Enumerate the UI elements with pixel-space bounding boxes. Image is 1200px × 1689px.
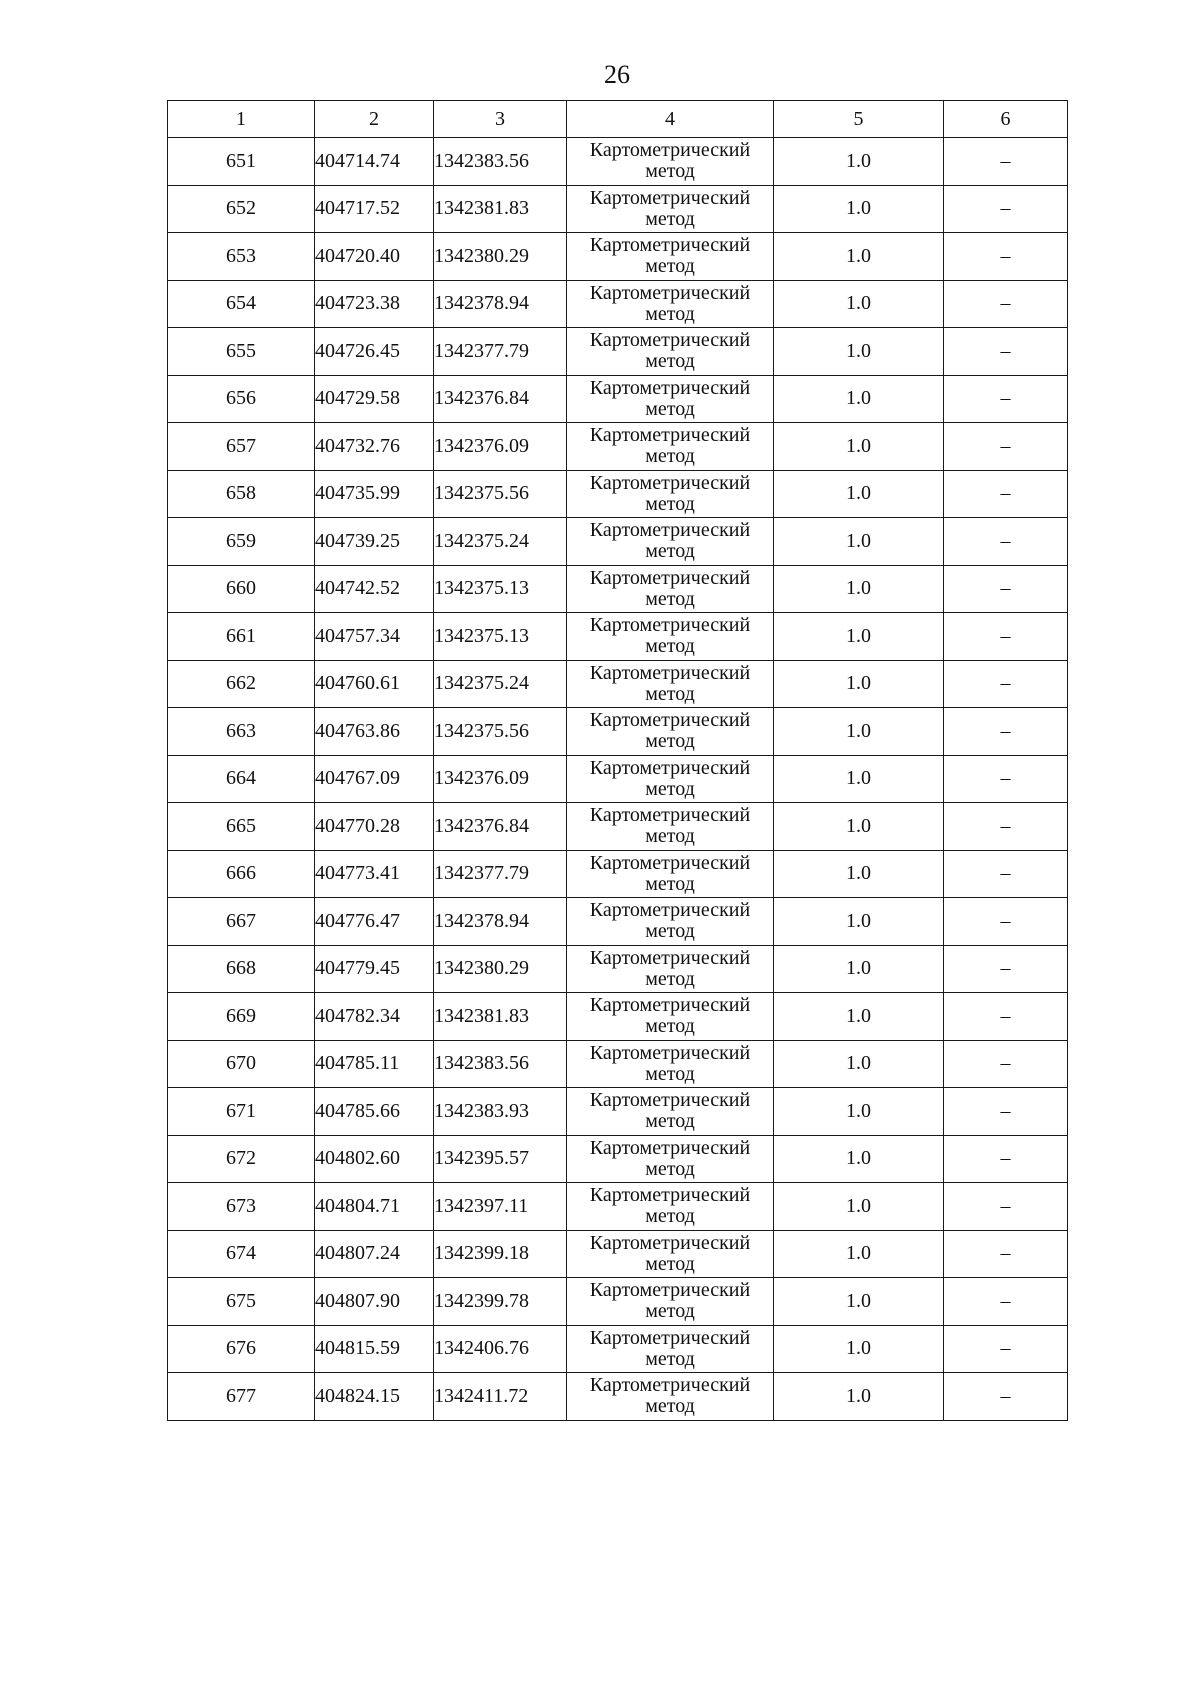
note-cell: – bbox=[944, 755, 1068, 803]
table-row bbox=[168, 660, 1068, 708]
accuracy-cell: 1.0 bbox=[774, 1040, 944, 1088]
table-row bbox=[168, 850, 1068, 898]
accuracy-cell: 1.0 bbox=[774, 138, 944, 186]
y-coordinate-cell: 1342375.13 bbox=[434, 565, 567, 613]
note-cell: – bbox=[944, 1325, 1068, 1373]
x-coordinate-cell: 404739.25 bbox=[315, 518, 434, 566]
table-row bbox=[168, 1278, 1068, 1326]
accuracy-cell: 1.0 bbox=[774, 945, 944, 993]
y-coordinate-cell: 1342376.84 bbox=[434, 803, 567, 851]
table-row bbox=[168, 280, 1068, 328]
y-coordinate-cell: 1342375.24 bbox=[434, 518, 567, 566]
x-coordinate-cell: 404732.76 bbox=[315, 423, 434, 471]
point-number-cell: 669 bbox=[168, 993, 315, 1041]
accuracy-cell: 1.0 bbox=[774, 1183, 944, 1231]
y-coordinate-cell: 1342381.83 bbox=[434, 993, 567, 1041]
y-coordinate-cell: 1342399.18 bbox=[434, 1230, 567, 1278]
accuracy-cell: 1.0 bbox=[774, 518, 944, 566]
method-cell: Картометрический метод bbox=[567, 138, 774, 186]
method-cell: Картометрический метод bbox=[567, 755, 774, 803]
point-number-cell: 677 bbox=[168, 1373, 315, 1421]
x-coordinate-cell: 404767.09 bbox=[315, 755, 434, 803]
table-row bbox=[168, 328, 1068, 376]
method-cell: Картометрический метод bbox=[567, 470, 774, 518]
table-row bbox=[168, 1088, 1068, 1136]
method-cell: Картометрический метод bbox=[567, 518, 774, 566]
table-row bbox=[168, 233, 1068, 281]
point-number-cell: 670 bbox=[168, 1040, 315, 1088]
x-coordinate-cell: 404776.47 bbox=[315, 898, 434, 946]
point-number-cell: 674 bbox=[168, 1230, 315, 1278]
y-coordinate-cell: 1342383.56 bbox=[434, 138, 567, 186]
method-cell: Картометрический метод bbox=[567, 803, 774, 851]
x-coordinate-cell: 404802.60 bbox=[315, 1135, 434, 1183]
x-coordinate-cell: 404726.45 bbox=[315, 328, 434, 376]
accuracy-cell: 1.0 bbox=[774, 898, 944, 946]
header-col-5: 5 bbox=[774, 101, 944, 138]
x-coordinate-cell: 404804.71 bbox=[315, 1183, 434, 1231]
y-coordinate-cell: 1342375.56 bbox=[434, 470, 567, 518]
accuracy-cell: 1.0 bbox=[774, 233, 944, 281]
point-number-cell: 672 bbox=[168, 1135, 315, 1183]
table-row bbox=[168, 708, 1068, 756]
method-cell: Картометрический метод bbox=[567, 945, 774, 993]
y-coordinate-cell: 1342375.24 bbox=[434, 660, 567, 708]
coordinates-table bbox=[167, 100, 1068, 1421]
table-row bbox=[168, 565, 1068, 613]
header-col-2: 2 bbox=[315, 101, 434, 138]
point-number-cell: 652 bbox=[168, 185, 315, 233]
accuracy-cell: 1.0 bbox=[774, 423, 944, 471]
table-row bbox=[168, 1183, 1068, 1231]
y-coordinate-cell: 1342383.56 bbox=[434, 1040, 567, 1088]
point-number-cell: 657 bbox=[168, 423, 315, 471]
accuracy-cell: 1.0 bbox=[774, 1230, 944, 1278]
page-number: 26 bbox=[604, 60, 630, 89]
accuracy-cell: 1.0 bbox=[774, 375, 944, 423]
y-coordinate-cell: 1342399.78 bbox=[434, 1278, 567, 1326]
point-number-cell: 675 bbox=[168, 1278, 315, 1326]
accuracy-cell: 1.0 bbox=[774, 185, 944, 233]
method-cell: Картометрический метод bbox=[567, 850, 774, 898]
method-cell: Картометрический метод bbox=[567, 993, 774, 1041]
method-cell: Картометрический метод bbox=[567, 423, 774, 471]
method-cell: Картометрический метод bbox=[567, 565, 774, 613]
method-cell: Картометрический метод bbox=[567, 375, 774, 423]
x-coordinate-cell: 404757.34 bbox=[315, 613, 434, 661]
point-number-cell: 667 bbox=[168, 898, 315, 946]
header-col-1: 1 bbox=[168, 101, 315, 138]
table-row bbox=[168, 755, 1068, 803]
table-row bbox=[168, 138, 1068, 186]
accuracy-cell: 1.0 bbox=[774, 1325, 944, 1373]
point-number-cell: 656 bbox=[168, 375, 315, 423]
method-cell: Картометрический метод bbox=[567, 328, 774, 376]
note-cell: – bbox=[944, 1183, 1068, 1231]
note-cell: – bbox=[944, 945, 1068, 993]
y-coordinate-cell: 1342377.79 bbox=[434, 328, 567, 376]
header-col-6: 6 bbox=[944, 101, 1068, 138]
y-coordinate-cell: 1342378.94 bbox=[434, 280, 567, 328]
note-cell: – bbox=[944, 375, 1068, 423]
point-number-cell: 651 bbox=[168, 138, 315, 186]
note-cell: – bbox=[944, 1373, 1068, 1421]
note-cell: – bbox=[944, 518, 1068, 566]
method-cell: Картометрический метод bbox=[567, 280, 774, 328]
note-cell: – bbox=[944, 280, 1068, 328]
point-number-cell: 664 bbox=[168, 755, 315, 803]
y-coordinate-cell: 1342395.57 bbox=[434, 1135, 567, 1183]
accuracy-cell: 1.0 bbox=[774, 993, 944, 1041]
note-cell: – bbox=[944, 565, 1068, 613]
y-coordinate-cell: 1342383.93 bbox=[434, 1088, 567, 1136]
table-header bbox=[168, 101, 1068, 138]
note-cell: – bbox=[944, 233, 1068, 281]
point-number-cell: 660 bbox=[168, 565, 315, 613]
y-coordinate-cell: 1342380.29 bbox=[434, 945, 567, 993]
table-row bbox=[168, 1373, 1068, 1421]
method-cell: Картометрический метод bbox=[567, 1040, 774, 1088]
x-coordinate-cell: 404735.99 bbox=[315, 470, 434, 518]
header-col-4: 4 bbox=[567, 101, 774, 138]
table-row bbox=[168, 613, 1068, 661]
note-cell: – bbox=[944, 708, 1068, 756]
y-coordinate-cell: 1342411.72 bbox=[434, 1373, 567, 1421]
y-coordinate-cell: 1342376.09 bbox=[434, 755, 567, 803]
x-coordinate-cell: 404785.11 bbox=[315, 1040, 434, 1088]
point-number-cell: 666 bbox=[168, 850, 315, 898]
table-row bbox=[168, 375, 1068, 423]
x-coordinate-cell: 404717.52 bbox=[315, 185, 434, 233]
accuracy-cell: 1.0 bbox=[774, 660, 944, 708]
accuracy-cell: 1.0 bbox=[774, 803, 944, 851]
accuracy-cell: 1.0 bbox=[774, 1373, 944, 1421]
y-coordinate-cell: 1342377.79 bbox=[434, 850, 567, 898]
note-cell: – bbox=[944, 803, 1068, 851]
y-coordinate-cell: 1342376.84 bbox=[434, 375, 567, 423]
y-coordinate-cell: 1342381.83 bbox=[434, 185, 567, 233]
accuracy-cell: 1.0 bbox=[774, 565, 944, 613]
table-body bbox=[168, 138, 1068, 1421]
method-cell: Картометрический метод bbox=[567, 1183, 774, 1231]
note-cell: – bbox=[944, 613, 1068, 661]
table-row bbox=[168, 993, 1068, 1041]
accuracy-cell: 1.0 bbox=[774, 280, 944, 328]
method-cell: Картометрический метод bbox=[567, 1135, 774, 1183]
x-coordinate-cell: 404779.45 bbox=[315, 945, 434, 993]
point-number-cell: 662 bbox=[168, 660, 315, 708]
note-cell: – bbox=[944, 1278, 1068, 1326]
point-number-cell: 653 bbox=[168, 233, 315, 281]
y-coordinate-cell: 1342375.13 bbox=[434, 613, 567, 661]
accuracy-cell: 1.0 bbox=[774, 755, 944, 803]
point-number-cell: 659 bbox=[168, 518, 315, 566]
point-number-cell: 673 bbox=[168, 1183, 315, 1231]
method-cell: Картометрический метод bbox=[567, 1373, 774, 1421]
note-cell: – bbox=[944, 850, 1068, 898]
note-cell: – bbox=[944, 328, 1068, 376]
y-coordinate-cell: 1342406.76 bbox=[434, 1325, 567, 1373]
point-number-cell: 665 bbox=[168, 803, 315, 851]
y-coordinate-cell: 1342380.29 bbox=[434, 233, 567, 281]
y-coordinate-cell: 1342375.56 bbox=[434, 708, 567, 756]
method-cell: Картометрический метод bbox=[567, 1325, 774, 1373]
accuracy-cell: 1.0 bbox=[774, 1088, 944, 1136]
table-row bbox=[168, 1325, 1068, 1373]
point-number-cell: 654 bbox=[168, 280, 315, 328]
note-cell: – bbox=[944, 993, 1068, 1041]
y-coordinate-cell: 1342397.11 bbox=[434, 1183, 567, 1231]
point-number-cell: 658 bbox=[168, 470, 315, 518]
point-number-cell: 676 bbox=[168, 1325, 315, 1373]
x-coordinate-cell: 404807.90 bbox=[315, 1278, 434, 1326]
x-coordinate-cell: 404773.41 bbox=[315, 850, 434, 898]
header-col-3: 3 bbox=[434, 101, 567, 138]
x-coordinate-cell: 404782.34 bbox=[315, 993, 434, 1041]
note-cell: – bbox=[944, 185, 1068, 233]
method-cell: Картометрический метод bbox=[567, 898, 774, 946]
table-row bbox=[168, 470, 1068, 518]
note-cell: – bbox=[944, 898, 1068, 946]
x-coordinate-cell: 404720.40 bbox=[315, 233, 434, 281]
table-row bbox=[168, 518, 1068, 566]
table-row bbox=[168, 185, 1068, 233]
table-row bbox=[168, 1040, 1068, 1088]
x-coordinate-cell: 404770.28 bbox=[315, 803, 434, 851]
x-coordinate-cell: 404760.61 bbox=[315, 660, 434, 708]
x-coordinate-cell: 404785.66 bbox=[315, 1088, 434, 1136]
x-coordinate-cell: 404807.24 bbox=[315, 1230, 434, 1278]
method-cell: Картометрический метод bbox=[567, 1230, 774, 1278]
method-cell: Картометрический метод bbox=[567, 1088, 774, 1136]
point-number-cell: 671 bbox=[168, 1088, 315, 1136]
y-coordinate-cell: 1342376.09 bbox=[434, 423, 567, 471]
method-cell: Картометрический метод bbox=[567, 708, 774, 756]
accuracy-cell: 1.0 bbox=[774, 1135, 944, 1183]
x-coordinate-cell: 404824.15 bbox=[315, 1373, 434, 1421]
accuracy-cell: 1.0 bbox=[774, 850, 944, 898]
x-coordinate-cell: 404729.58 bbox=[315, 375, 434, 423]
y-coordinate-cell: 1342378.94 bbox=[434, 898, 567, 946]
accuracy-cell: 1.0 bbox=[774, 1278, 944, 1326]
table-row bbox=[168, 898, 1068, 946]
point-number-cell: 663 bbox=[168, 708, 315, 756]
table-row bbox=[168, 803, 1068, 851]
table-row bbox=[168, 1135, 1068, 1183]
point-number-cell: 668 bbox=[168, 945, 315, 993]
method-cell: Картометрический метод bbox=[567, 613, 774, 661]
method-cell: Картометрический метод bbox=[567, 233, 774, 281]
table-row bbox=[168, 1230, 1068, 1278]
note-cell: – bbox=[944, 660, 1068, 708]
point-number-cell: 661 bbox=[168, 613, 315, 661]
method-cell: Картометрический метод bbox=[567, 660, 774, 708]
table-row bbox=[168, 423, 1068, 471]
table-row bbox=[168, 945, 1068, 993]
accuracy-cell: 1.0 bbox=[774, 708, 944, 756]
note-cell: – bbox=[944, 1040, 1068, 1088]
method-cell: Картометрический метод bbox=[567, 1278, 774, 1326]
x-coordinate-cell: 404763.86 bbox=[315, 708, 434, 756]
note-cell: – bbox=[944, 1135, 1068, 1183]
note-cell: – bbox=[944, 138, 1068, 186]
note-cell: – bbox=[944, 470, 1068, 518]
method-cell: Картометрический метод bbox=[567, 185, 774, 233]
accuracy-cell: 1.0 bbox=[774, 470, 944, 518]
note-cell: – bbox=[944, 423, 1068, 471]
x-coordinate-cell: 404742.52 bbox=[315, 565, 434, 613]
point-number-cell: 655 bbox=[168, 328, 315, 376]
accuracy-cell: 1.0 bbox=[774, 328, 944, 376]
accuracy-cell: 1.0 bbox=[774, 613, 944, 661]
x-coordinate-cell: 404714.74 bbox=[315, 138, 434, 186]
note-cell: – bbox=[944, 1230, 1068, 1278]
x-coordinate-cell: 404815.59 bbox=[315, 1325, 434, 1373]
note-cell: – bbox=[944, 1088, 1068, 1136]
x-coordinate-cell: 404723.38 bbox=[315, 280, 434, 328]
header-row bbox=[168, 101, 1068, 138]
